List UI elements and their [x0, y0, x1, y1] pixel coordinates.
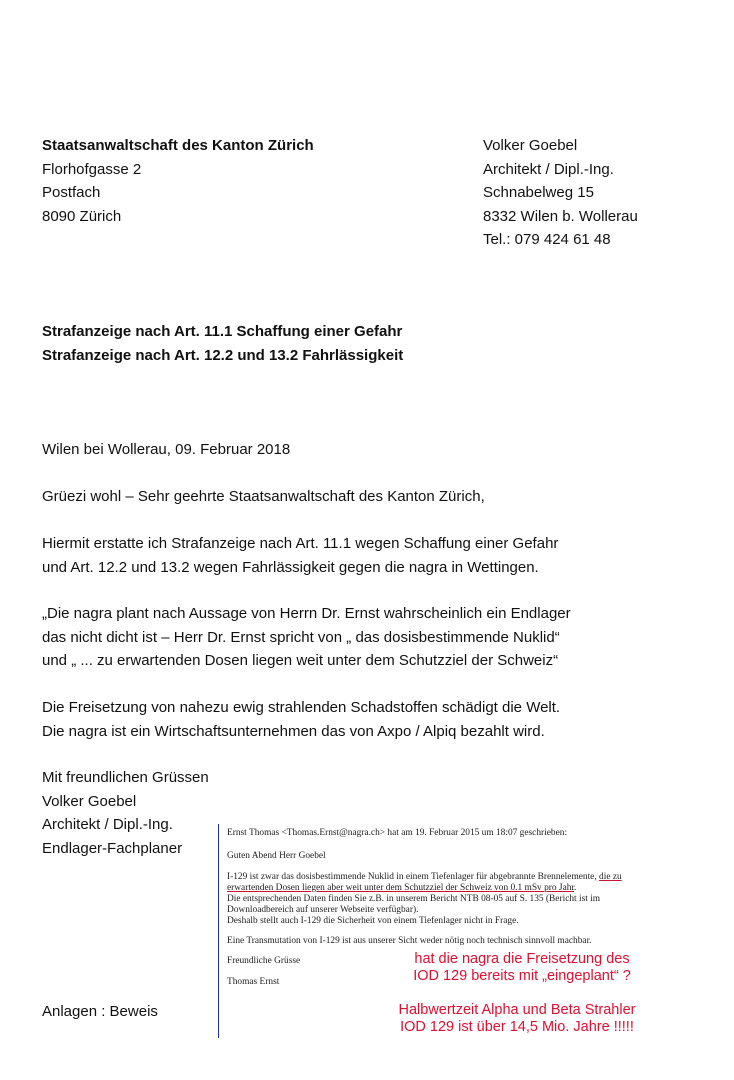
date-line: Wilen bei Wollerau, 09. Februar 2018: [42, 441, 291, 458]
paragraph-line: „Die nagra plant nach Aussage von Herrn Dr. Ernst wahrscheinlich ein Endlager: [42, 605, 571, 622]
email-signature: Thomas Ernst: [227, 977, 280, 987]
annotation-line: IOD 129 ist über 14,5 Mio. Jahre !!!!!: [400, 1019, 634, 1035]
paragraph-line: und Art. 12.2 und 13.2 wegen Fahrlässigkeit gegen die nagra in Wettingen.: [42, 558, 539, 576]
subject-line: Strafanzeige nach Art. 12.2 und 13.2 Fahrlässigkeit: [42, 346, 404, 364]
underlined-quote: die zu: [599, 872, 622, 882]
closing-salutation: Mit freundlichen Grüssen: [42, 769, 209, 786]
sender-street: Schnabelweg 15: [483, 184, 594, 201]
paragraph-complaint: [42, 532, 558, 579]
email-header: Ernst Thomas <Thomas.Ernst@nagra.ch> hat am 19. Februar 2015 um 18:07 geschrieben:: [227, 828, 568, 838]
paragraph-line: Die nagra ist ein Wirtschaftsunternehmen das von Axpo / Alpiq bezahlt wird.: [42, 722, 545, 740]
letter-date: [42, 438, 290, 462]
recipient-address: [42, 134, 314, 228]
email-body-line: Deshalb stellt auch I-129 die Sicherheit von einem Tiefenlager nicht in Frage.: [227, 916, 519, 926]
email-body-line: erwartenden Dosen liegen aber weit unter dem Schutzziel der Schweiz von 0.1 mSv pro Jahr.: [227, 883, 577, 893]
underlined-quote: erwartenden Dosen liegen aber weit unter dem Schutzziel der Schweiz von 0.1 mSv pro Jahr: [227, 883, 575, 893]
attachments-note: [42, 1000, 158, 1024]
annotation-line: Halbwertzeit Alpha und Beta Strahler: [398, 1002, 636, 1018]
attachments-line: Anlagen : Beweis: [42, 1003, 158, 1020]
recipient-name: Staatsanwaltschaft des Kanton Zürich: [42, 137, 314, 154]
paragraph-line: das nicht dicht ist – Herr Dr. Ernst spricht von „ das dosisbestimmende Nuklid“: [42, 628, 560, 646]
email-body-line: I-129 ist zwar das dosisbestimmende Nuklid in einem Tiefenlager für abgebrannte Brennelemente, die zu: [227, 872, 622, 882]
red-annotation-halflife: [392, 1002, 642, 1036]
closing-role: Endlager-Fachplaner: [42, 839, 183, 857]
sender-phone: Tel.: 079 424 61 48: [483, 231, 611, 248]
closing-title: Architekt / Dipl.-Ing.: [42, 816, 173, 833]
closing-name: Volker Goebel: [42, 792, 137, 810]
sender-city: 8332 Wilen b. Wollerau: [483, 207, 638, 225]
paragraph-quote: [42, 602, 571, 673]
recipient-pobox: Postfach: [42, 184, 101, 201]
paragraph-statement: [42, 696, 560, 743]
subject-line: Strafanzeige nach Art. 11.1 Schaffung einer Gefahr: [42, 323, 403, 340]
email-body-line: Die entsprechenden Daten finden Sie z.B. in unserem Bericht NTB 08-05 auf S. 135 (Bericht ist im: [227, 894, 601, 904]
recipient-street: Florhofgasse 2: [42, 160, 142, 178]
annotation-line: hat die nagra die Freisetzung des: [414, 951, 630, 967]
email-body-line: Eine Transmutation von I-129 ist aus unserer Sicht weder nötig noch technisch sinnvoll machbar.: [227, 936, 592, 946]
red-annotation-question: [402, 951, 642, 985]
paragraph-line: und „ ... zu erwartenden Dosen liegen weit unter dem Schutzziel der Schweiz“: [42, 652, 559, 669]
annotation-line: IOD 129 bereits mit „eingeplant“ ?: [413, 968, 631, 984]
closing-signature: [42, 766, 209, 860]
paragraph-line: Hiermit erstatte ich Strafanzeige nach Art. 11.1 wegen Schaffung einer Gefahr: [42, 535, 559, 552]
greeting: [42, 485, 485, 509]
paragraph-line: Die Freisetzung von nahezu ewig strahlenden Schadstoffen schädigt die Welt.: [42, 699, 561, 716]
email-body-line: Downloadbereich auf unserer Webseite verfügbar).: [227, 905, 419, 915]
email-salutation: Guten Abend Herr Goebel: [227, 851, 326, 861]
recipient-city: 8090 Zürich: [42, 207, 122, 225]
sender-title: Architekt / Dipl.-Ing.: [483, 160, 614, 178]
greeting-line: Grüezi wohl – Sehr geehrte Staatsanwaltschaft des Kanton Zürich,: [42, 488, 485, 505]
sender-name: Volker Goebel: [483, 137, 578, 154]
subject: [42, 320, 403, 367]
sender-address: [483, 134, 638, 252]
email-regards: Freundliche Grüsse: [227, 956, 301, 966]
